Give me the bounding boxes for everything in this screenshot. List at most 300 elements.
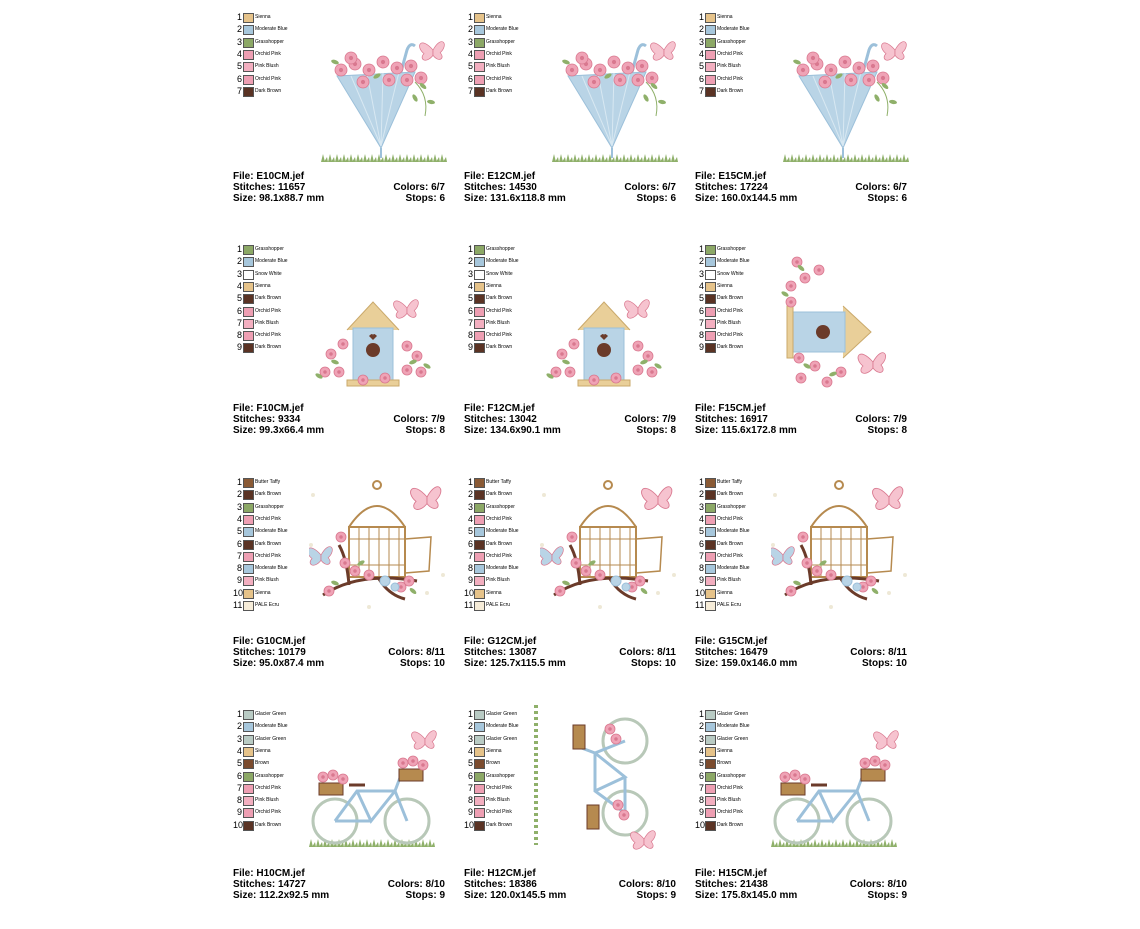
thread-name: Dark Brown <box>717 821 744 828</box>
design-size: 120.0x145.5 mm <box>490 890 567 901</box>
palette-index: 11 <box>695 600 705 610</box>
thread-name: Dark Brown <box>486 821 513 828</box>
stop-count: 9 <box>670 890 676 901</box>
palette-index: 4 <box>698 745 704 756</box>
thread-name: Grasshopper <box>486 38 515 45</box>
thread-name: Sienna <box>255 589 271 596</box>
palette-index: 1 <box>236 477 242 487</box>
color-swatch <box>474 527 485 537</box>
thread-name: Dark Brown <box>255 821 282 828</box>
palette-index: 1 <box>467 244 473 254</box>
palette-index: 4 <box>236 48 242 59</box>
color-swatch <box>243 282 254 292</box>
color-swatch <box>705 564 716 574</box>
colors-line: Colors: 8/11 <box>388 647 445 658</box>
palette-index: 6 <box>467 73 473 84</box>
thread-name: Sienna <box>255 747 271 754</box>
color-swatch <box>474 710 485 720</box>
file-name: G10CM.jef <box>256 636 306 647</box>
thread-name: Pink Blush <box>717 577 741 584</box>
palette-index: 1 <box>698 709 704 719</box>
size-line: Size: 112.2x92.5 mm <box>233 890 330 901</box>
palette-index: 6 <box>467 305 473 316</box>
color-swatch <box>474 282 485 292</box>
color-swatch <box>474 784 485 794</box>
thread-name: Brown <box>486 760 501 767</box>
palette-index: 9 <box>236 575 242 586</box>
thread-name: Grasshopper <box>717 772 746 779</box>
size-line: Size: 98.1x88.7 mm <box>233 193 325 204</box>
color-swatch <box>243 257 254 267</box>
design-size: 159.0x146.0 mm <box>721 658 798 669</box>
palette-entry <box>464 86 554 97</box>
palette-index: 5 <box>236 526 242 537</box>
thread-name: Dark Brown <box>255 491 282 498</box>
color-swatch <box>705 722 716 732</box>
design-info <box>464 403 676 436</box>
color-swatch <box>705 13 716 23</box>
color-swatch <box>705 735 716 745</box>
color-swatch <box>474 772 485 782</box>
thread-name: Pink Blush <box>255 577 279 584</box>
palette-index: 11 <box>233 600 243 610</box>
color-count: 6/7 <box>662 182 676 193</box>
design-size: 95.0x87.4 mm <box>259 658 325 669</box>
color-swatch <box>243 540 254 550</box>
color-swatch <box>474 552 485 562</box>
stop-count: 6 <box>670 193 676 204</box>
palette-entry <box>695 24 785 35</box>
birdhouse-rotated-icon <box>761 242 901 407</box>
design-size: 98.1x88.7 mm <box>259 193 325 204</box>
color-swatch <box>243 821 254 831</box>
thread-name: Sienna <box>486 589 502 596</box>
color-swatch <box>474 50 485 60</box>
stops-line: Stops: 8 <box>405 425 445 436</box>
color-swatch <box>243 808 254 818</box>
palette-index: 5 <box>467 61 473 72</box>
thread-name: Sienna <box>486 747 502 754</box>
file-line: File: E12CM.jef <box>464 171 536 182</box>
thread-name: Moderate Blue <box>486 26 519 33</box>
color-swatch <box>474 87 485 97</box>
stop-count: 8 <box>901 425 907 436</box>
palette-index: 4 <box>467 513 473 524</box>
color-swatch <box>705 343 716 353</box>
palette-index: 4 <box>236 745 242 756</box>
color-swatch <box>243 13 254 23</box>
thread-name: Glacier Green <box>717 711 749 717</box>
color-swatch <box>474 589 485 599</box>
stitches-line: Stitches: 10179 <box>233 647 306 658</box>
palette-index: 8 <box>467 795 473 806</box>
thread-name: Grasshopper <box>486 503 515 510</box>
palette-index: 3 <box>698 733 704 744</box>
color-swatch <box>243 38 254 48</box>
design-card <box>695 709 917 929</box>
thread-name: Orchid Pink <box>486 307 512 314</box>
palette-index: 3 <box>698 268 704 279</box>
thread-name: Orchid Pink <box>486 50 512 57</box>
stops-line: Stops: 6 <box>405 193 445 204</box>
thread-name: Orchid Pink <box>717 784 743 791</box>
palette-index: 8 <box>698 563 704 574</box>
stitches-line: Stitches: 14530 <box>464 182 537 193</box>
color-swatch <box>243 245 254 255</box>
colors-line: Colors: 8/11 <box>850 647 907 658</box>
thread-name: Dark Brown <box>486 344 513 351</box>
thread-name: Orchid Pink <box>255 809 281 816</box>
palette-entry <box>233 49 323 60</box>
palette-index: 2 <box>236 256 242 267</box>
stop-count: 6 <box>439 193 445 204</box>
file-line: File: F10CM.jef <box>233 403 304 414</box>
palette-index: 4 <box>467 48 473 59</box>
palette-entry <box>695 12 785 23</box>
thread-name: Orchid Pink <box>486 552 512 559</box>
color-swatch <box>243 87 254 97</box>
file-name: G15CM.jef <box>718 636 768 647</box>
birdcage-icon <box>540 475 680 620</box>
palette-index: 3 <box>467 733 473 744</box>
color-swatch <box>243 331 254 341</box>
color-swatch <box>474 490 485 500</box>
thread-name: Dark Brown <box>486 491 513 498</box>
stitches-line: Stitches: 9334 <box>233 414 301 425</box>
palette-index: 9 <box>698 807 704 818</box>
palette-index: 1 <box>236 709 242 719</box>
thread-name: Dark Brown <box>255 87 282 94</box>
thread-name: Moderate Blue <box>717 723 750 730</box>
thread-name: Orchid Pink <box>255 50 281 57</box>
palette-index: 9 <box>698 342 704 353</box>
thread-name: Dark Brown <box>486 295 513 302</box>
color-swatch <box>705 294 716 304</box>
color-swatch <box>474 808 485 818</box>
palette-entry <box>695 49 785 60</box>
stop-count: 9 <box>439 890 445 901</box>
color-swatch <box>705 515 716 525</box>
color-swatch <box>705 759 716 769</box>
palette-index: 8 <box>467 563 473 574</box>
colors-line: Colors: 7/9 <box>855 414 907 425</box>
stitches-line: Stitches: 13087 <box>464 647 537 658</box>
thread-name: Dark Brown <box>255 344 282 351</box>
thread-name: Grasshopper <box>486 246 515 252</box>
color-swatch <box>474 75 485 85</box>
palette-entry <box>695 61 785 72</box>
color-swatch <box>243 589 254 599</box>
design-size: 125.7x115.5 mm <box>490 658 566 669</box>
palette-entry <box>233 244 323 255</box>
stitches-line: Stitches: 17224 <box>695 182 768 193</box>
color-swatch <box>474 270 485 280</box>
stitches-line: Stitches: 16917 <box>695 414 768 425</box>
thread-name: Moderate Blue <box>255 723 288 730</box>
palette-index: 4 <box>236 280 242 291</box>
palette-index: 8 <box>698 330 704 341</box>
palette-index: 2 <box>698 24 704 35</box>
palette-index: 6 <box>698 73 704 84</box>
color-swatch <box>705 38 716 48</box>
palette-entry <box>695 86 785 97</box>
palette-index: 2 <box>236 489 242 500</box>
color-swatch <box>705 50 716 60</box>
palette-index: 3 <box>467 501 473 512</box>
palette-index: 7 <box>236 317 242 328</box>
color-swatch <box>243 62 254 72</box>
palette-index: 3 <box>698 36 704 47</box>
stops-line: Stops: 9 <box>867 890 907 901</box>
thread-name: Grasshopper <box>255 246 284 252</box>
birdcage-icon <box>771 475 911 620</box>
color-count: 7/9 <box>893 414 907 425</box>
thread-name: Pink Blush <box>255 63 279 70</box>
color-swatch <box>243 50 254 60</box>
design-size: 131.6x118.8 mm <box>490 193 566 204</box>
color-swatch <box>705 601 716 611</box>
thread-name: Dark Brown <box>717 295 744 302</box>
color-swatch <box>243 515 254 525</box>
color-swatch <box>474 25 485 35</box>
size-line: Size: 131.6x118.8 mm <box>464 193 566 204</box>
palette-index: 10 <box>233 587 244 598</box>
palette-index: 3 <box>467 268 473 279</box>
color-swatch <box>705 576 716 586</box>
size-line: Size: 175.8x145.0 mm <box>695 890 798 901</box>
thread-name: Orchid Pink <box>255 75 281 82</box>
thread-name: Snow White <box>255 270 282 277</box>
palette-index: 3 <box>698 501 704 512</box>
thread-name: Pink Blush <box>486 577 510 584</box>
stop-count: 8 <box>439 425 445 436</box>
color-swatch <box>474 294 485 304</box>
thread-name: Butter Taffy <box>486 479 512 485</box>
color-swatch <box>243 784 254 794</box>
palette-index: 4 <box>236 513 242 524</box>
thread-name: Butter Taffy <box>255 479 281 485</box>
stitch-count: 13087 <box>509 647 537 658</box>
palette-index: 5 <box>698 758 704 769</box>
colors-line: Colors: 6/7 <box>393 182 445 193</box>
thread-name: Orchid Pink <box>486 75 512 82</box>
color-swatch <box>243 772 254 782</box>
palette-entry <box>233 256 323 267</box>
stitches-line: Stitches: 11657 <box>233 182 306 193</box>
design-card <box>464 477 686 697</box>
color-swatch <box>243 343 254 353</box>
thread-name: Grasshopper <box>255 503 284 510</box>
color-swatch <box>705 821 716 831</box>
thread-name: Orchid Pink <box>486 809 512 816</box>
color-swatch <box>474 540 485 550</box>
thread-name: Glacier Green <box>486 735 518 742</box>
stitches-line: Stitches: 18386 <box>464 879 537 890</box>
thread-name: Snow White <box>717 270 744 277</box>
colors-line: Colors: 8/11 <box>619 647 676 658</box>
design-info <box>695 636 907 669</box>
design-info <box>233 171 445 204</box>
palette-index: 7 <box>236 550 242 561</box>
thread-name: Moderate Blue <box>717 528 750 535</box>
stop-count: 6 <box>901 193 907 204</box>
size-line: Size: 160.0x144.5 mm <box>695 193 798 204</box>
palette-entry <box>464 49 554 60</box>
palette-index: 7 <box>698 550 704 561</box>
color-swatch <box>474 796 485 806</box>
thread-name: Moderate Blue <box>255 258 288 265</box>
color-swatch <box>705 772 716 782</box>
stop-count: 9 <box>901 890 907 901</box>
palette-index: 9 <box>236 342 242 353</box>
color-swatch <box>243 722 254 732</box>
palette-index: 9 <box>698 575 704 586</box>
size-line: Size: 125.7x115.5 mm <box>464 658 566 669</box>
design-card <box>464 12 686 232</box>
size-line: Size: 115.6x172.8 mm <box>695 425 797 436</box>
thread-name: Moderate Blue <box>717 565 750 572</box>
stops-line: Stops: 10 <box>630 658 676 669</box>
design-card <box>233 244 455 464</box>
file-line: File: H10CM.jef <box>233 868 305 879</box>
design-card <box>233 709 455 929</box>
thread-name: Sienna <box>486 282 502 289</box>
color-swatch <box>243 294 254 304</box>
palette-entry <box>695 37 785 48</box>
thread-name: Grasshopper <box>717 246 746 252</box>
palette-index: 6 <box>698 770 704 781</box>
stitch-count: 14727 <box>278 879 306 890</box>
palette-index: 5 <box>698 293 704 304</box>
stops-line: Stops: 9 <box>405 890 445 901</box>
thread-name: Glacier Green <box>255 711 287 717</box>
thread-name: Dark Brown <box>717 344 744 351</box>
color-swatch <box>474 13 485 23</box>
birdcage-icon <box>309 475 449 620</box>
thread-name: Pink Blush <box>486 319 510 326</box>
color-swatch <box>474 478 485 488</box>
color-swatch <box>243 564 254 574</box>
thread-name: Snow White <box>486 270 513 277</box>
palette-index: 1 <box>236 244 242 254</box>
design-size: 112.2x92.5 mm <box>259 890 330 901</box>
file-line: File: F15CM.jef <box>695 403 766 414</box>
file-name: F10CM.jef <box>256 403 304 414</box>
palette-index: 7 <box>236 782 242 793</box>
color-count: 7/9 <box>431 414 445 425</box>
color-swatch <box>705 307 716 317</box>
design-info <box>695 171 907 204</box>
palette-index: 8 <box>467 330 473 341</box>
color-count: 7/9 <box>662 414 676 425</box>
stops-line: Stops: 6 <box>867 193 907 204</box>
palette-index: 10 <box>695 587 706 598</box>
thread-name: Moderate Blue <box>255 565 288 572</box>
size-line: Size: 159.0x146.0 mm <box>695 658 798 669</box>
stops-line: Stops: 6 <box>636 193 676 204</box>
colors-line: Colors: 8/10 <box>849 879 907 890</box>
palette-index: 5 <box>467 758 473 769</box>
palette-index: 8 <box>698 795 704 806</box>
thread-name: Glacier Green <box>255 735 287 742</box>
thread-name: PALE Ecru <box>717 602 742 608</box>
palette-index: 8 <box>236 563 242 574</box>
stitch-count: 9334 <box>278 414 301 425</box>
stitch-count: 11657 <box>278 182 306 193</box>
color-swatch <box>474 257 485 267</box>
palette-index: 4 <box>698 513 704 524</box>
colors-line: Colors: 8/10 <box>618 879 676 890</box>
palette-entry <box>464 37 554 48</box>
thread-name: Brown <box>255 760 270 767</box>
palette-index: 5 <box>698 61 704 72</box>
color-swatch <box>243 796 254 806</box>
thread-name: Pink Blush <box>717 797 741 804</box>
thread-name: Moderate Blue <box>486 565 519 572</box>
file-line: File: H12CM.jef <box>464 868 536 879</box>
color-swatch <box>474 319 485 329</box>
palette-entry <box>695 709 785 720</box>
palette-entry <box>233 74 323 85</box>
color-swatch <box>705 25 716 35</box>
thread-name: Dark Brown <box>255 295 282 302</box>
palette-index: 9 <box>467 575 473 586</box>
file-name: F12CM.jef <box>487 403 535 414</box>
palette-index: 3 <box>236 36 242 47</box>
file-name: G12CM.jef <box>487 636 537 647</box>
thread-name: PALE Ecru <box>255 602 280 608</box>
color-swatch <box>705 710 716 720</box>
bicycle-rotated-icon <box>532 705 672 870</box>
stitches-line: Stitches: 21438 <box>695 879 768 890</box>
palette-index: 7 <box>698 782 704 793</box>
color-swatch <box>243 319 254 329</box>
stitch-count: 18386 <box>509 879 537 890</box>
stitch-count: 21438 <box>740 879 768 890</box>
design-card <box>695 477 917 697</box>
color-swatch <box>705 490 716 500</box>
color-swatch <box>243 552 254 562</box>
thread-name: Moderate Blue <box>486 258 519 265</box>
color-swatch <box>474 576 485 586</box>
thread-name: Sienna <box>486 14 502 20</box>
thread-name: Orchid Pink <box>255 515 281 522</box>
thread-name: Grasshopper <box>717 503 746 510</box>
stitch-count: 10179 <box>278 647 306 658</box>
design-size: 160.0x144.5 mm <box>721 193 798 204</box>
color-swatch <box>474 307 485 317</box>
thread-name: Grasshopper <box>255 772 284 779</box>
palette-index: 3 <box>236 501 242 512</box>
thread-name: Grasshopper <box>255 38 284 45</box>
color-count: 8/11 <box>888 647 907 658</box>
color-swatch <box>705 270 716 280</box>
palette-index: 1 <box>236 12 242 22</box>
palette-entry <box>695 74 785 85</box>
color-swatch <box>243 576 254 586</box>
color-swatch <box>474 722 485 732</box>
color-swatch <box>705 503 716 513</box>
file-line: File: G15CM.jef <box>695 636 768 647</box>
thread-name: Pink Blush <box>717 319 741 326</box>
stitch-count: 16917 <box>740 414 768 425</box>
thread-name: Dark Brown <box>486 87 513 94</box>
palette-index: 6 <box>236 538 242 549</box>
thread-name: Moderate Blue <box>717 26 750 33</box>
file-line: File: F12CM.jef <box>464 403 535 414</box>
palette-index: 5 <box>236 758 242 769</box>
color-swatch <box>705 257 716 267</box>
